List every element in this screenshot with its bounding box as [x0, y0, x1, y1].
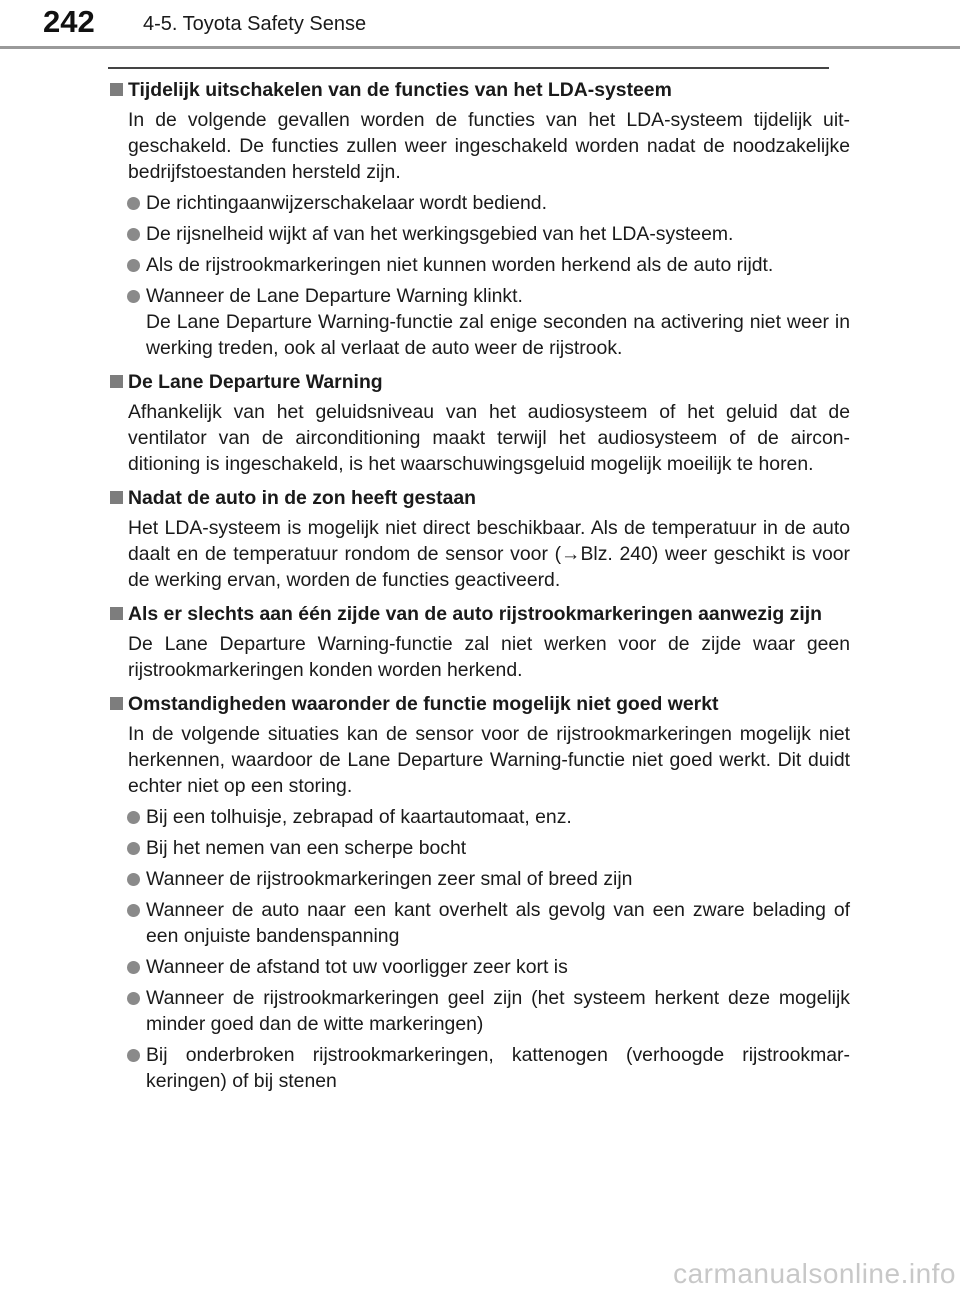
- content-top-divider: [108, 67, 829, 69]
- section-paragraph: In de volgende situaties kan de sensor voor de rijstrookmarkeringen mogelijk niet herkennen, waardoor de Lane Departure Warning-functie niet goed werkt. Dit duidt echter niet op een storing.: [128, 723, 850, 797]
- square-bullet-icon: [110, 607, 123, 620]
- list-item-text: Wanneer de auto naar een kant overhelt als gevolg van een zware belading of een onjuiste bandenspanning: [146, 899, 850, 947]
- list-item-text: Bij het nemen van een scherpe bocht: [146, 837, 467, 859]
- section: [108, 369, 850, 477]
- square-bullet-icon: [110, 697, 123, 710]
- section-heading: [108, 601, 850, 627]
- section-heading-text: Nadat de auto in de zon heeft gestaan: [128, 487, 476, 509]
- section: [108, 601, 850, 683]
- section-heading-text: Als er slechts aan één zijde van de auto rijstrookmarkeringen aanwezig zijn: [128, 603, 822, 625]
- list-item-text: Wanneer de afstand tot uw voorligger zeer kort is: [146, 956, 568, 978]
- list-item-text: Wanneer de Lane Departure Warning klinkt.: [146, 285, 523, 307]
- round-bullet-icon: [127, 290, 140, 303]
- section: [108, 691, 850, 1094]
- round-bullet-icon: [127, 873, 140, 886]
- list-item: [108, 1042, 850, 1094]
- watermark: carmanualsonline.info: [673, 1258, 956, 1289]
- list-item: [108, 985, 850, 1037]
- section-paragraph: Afhankelijk van het geluidsniveau van het audiosysteem of het geluid dat de ventilator van de airconditioning maakt terwijl het audiosysteem of de airconditioning is ingeschakeld, is het waarschuwingsgeluid mogelijk moeilijk te horen.: [128, 401, 850, 475]
- section-heading-text: Omstandigheden waaronder de functie mogelijk niet goed werkt: [128, 693, 719, 715]
- round-bullet-icon: [127, 811, 140, 824]
- round-bullet-icon: [127, 992, 140, 1005]
- section-title: 4-5. Toyota Safety Sense: [143, 13, 367, 35]
- section-heading: [108, 485, 850, 511]
- section-paragraph: Het LDA-systeem is mogelijk niet direct beschikbaar. Als de temperatuur in de auto daalt en de temperatuur rondom de sensor voor (→Blz. 240) weer geschikt is voor de werking ervan, worden de functies geactiveerd.: [128, 517, 850, 591]
- list-item-text: Wanneer de rijstrookmarkeringen zeer smal of breed zijn: [146, 868, 633, 890]
- list-item: [108, 954, 850, 980]
- list-item-subtext: De Lane Departure Warning-functie zal enige seconden na activering niet weer in werking treden, ook al verlaat de auto weer de rijstrook.: [146, 311, 850, 359]
- section-paragraph: In de volgende gevallen worden de functies van het LDA-systeem tijdelijk uitgeschakeld. De functies zullen weer ingeschakeld worden nadat de noodzakelijke bedrijfstoestanden hersteld zijn.: [128, 109, 850, 183]
- square-bullet-icon: [110, 375, 123, 388]
- section-heading: [108, 691, 850, 717]
- list-item: [108, 866, 850, 892]
- list-item: [108, 835, 850, 861]
- square-bullet-icon: [110, 83, 123, 96]
- round-bullet-icon: [127, 961, 140, 974]
- page-number: 242: [43, 4, 95, 39]
- round-bullet-icon: [127, 259, 140, 272]
- round-bullet-icon: [127, 197, 140, 210]
- square-bullet-icon: [110, 491, 123, 504]
- section-heading-text: Tijdelijk uitschakelen van de functies van het LDA-systeem: [128, 79, 672, 101]
- page-header: [0, 0, 960, 50]
- list-item: [108, 897, 850, 949]
- list-item: [108, 252, 850, 278]
- list-item: [108, 221, 850, 247]
- content-body: [108, 77, 850, 1102]
- list-item-text: De richtingaanwijzerschakelaar wordt bediend.: [146, 192, 547, 214]
- section: [108, 77, 850, 361]
- list-item-text: Bij een tolhuisje, zebrapad of kaartautomaat, enz.: [146, 806, 572, 828]
- section: [108, 485, 850, 593]
- round-bullet-icon: [127, 228, 140, 241]
- section-heading-text: De Lane Departure Warning: [128, 371, 383, 393]
- list-item: [108, 283, 850, 361]
- list-item: [108, 804, 850, 830]
- header-divider: [0, 46, 960, 49]
- list-item-text: De rijsnelheid wijkt af van het werkingsgebied van het LDA-systeem.: [146, 223, 734, 245]
- list-item-text: Als de rijstrookmarkeringen niet kunnen worden herkend als de auto rijdt.: [146, 254, 774, 276]
- list-item-text: Bij onderbroken rijstrookmarkeringen, kattenogen (verhoogde rijstrookmarkeringen) of bij stenen: [146, 1044, 850, 1092]
- round-bullet-icon: [127, 842, 140, 855]
- round-bullet-icon: [127, 1049, 140, 1062]
- section-heading: [108, 77, 850, 103]
- section-heading: [108, 369, 850, 395]
- section-paragraph: De Lane Departure Warning-functie zal niet werken voor de zijde waar geen rijstrookmarkeringen konden worden herkend.: [128, 633, 850, 681]
- round-bullet-icon: [127, 904, 140, 917]
- list-item-text: Wanneer de rijstrookmarkeringen geel zijn (het systeem herkent deze mogelijk minder goed dan de witte markeringen): [146, 987, 850, 1035]
- list-item: [108, 190, 850, 216]
